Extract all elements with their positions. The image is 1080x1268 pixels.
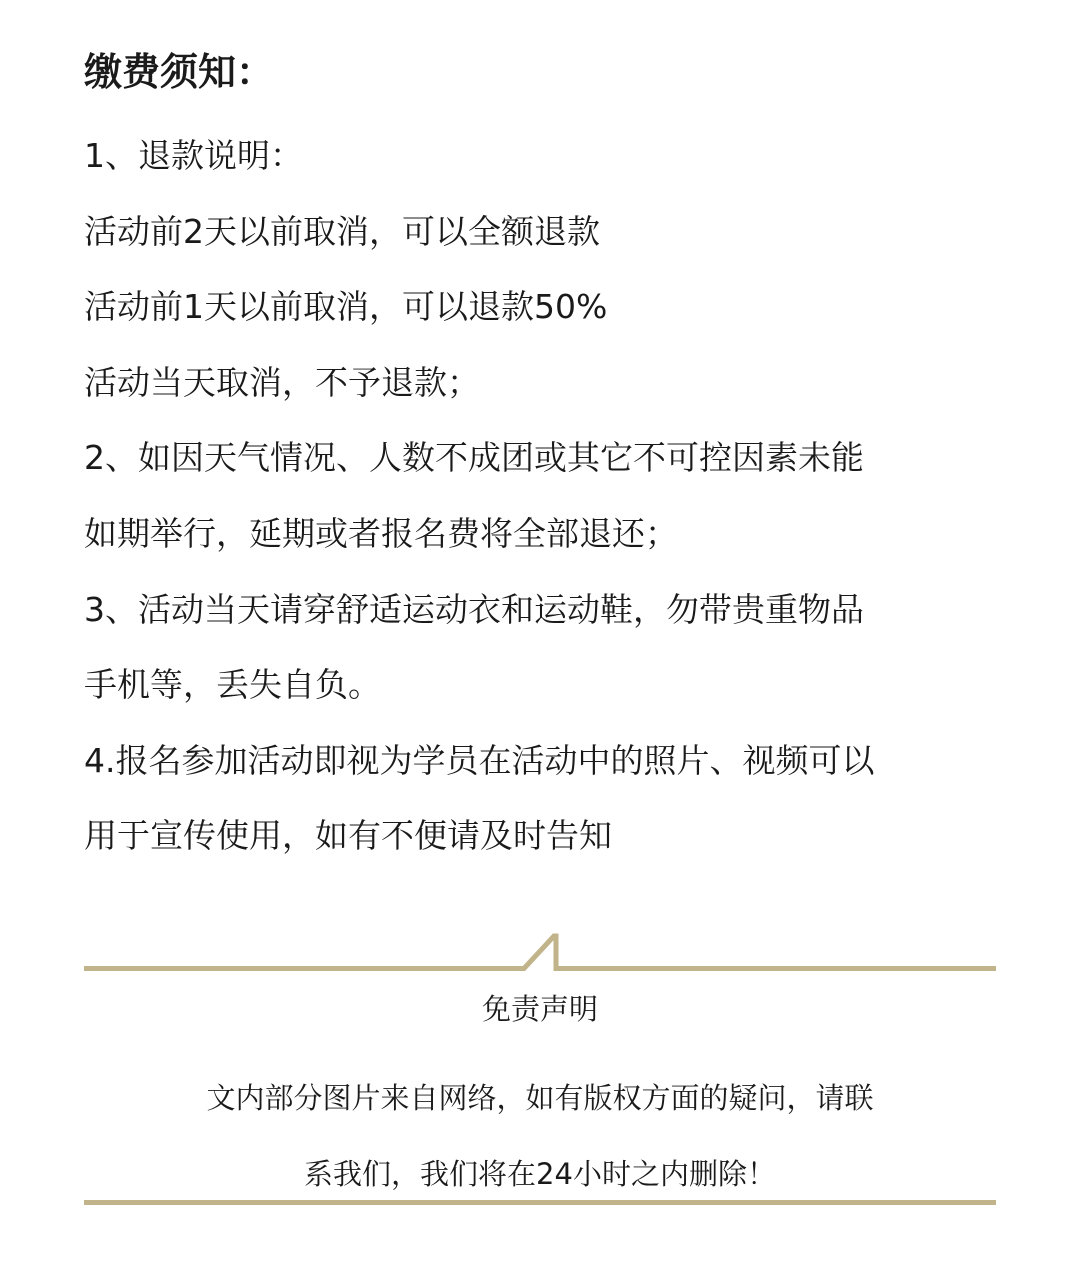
notice-line: 活动当天取消，不予退款； (84, 362, 480, 402)
notice-line: 2、如因天气情况、人数不成团或其它不可控因素未能 (84, 438, 864, 478)
notice-line: 1、退款说明： (84, 136, 303, 175)
notice-line: 如期举行，延期或者报名费将全部退还； (84, 513, 678, 553)
divider-with-notch (84, 928, 996, 978)
notice-line: 手机等，丢失自负。 (84, 665, 381, 705)
notice-line: 4.报名参加活动即视为学员在活动中的照片、视频可以 (84, 740, 875, 780)
disclaimer-line: 系我们，我们将在24小时之内删除！ (304, 1157, 776, 1191)
notice-line: 活动前2天以前取消，可以全额退款 (84, 211, 600, 251)
notice-title: 缴费须知： (84, 50, 275, 94)
disclaimer-line: 文内部分图片来自网络，如有版权方面的疑问，请联 (206, 1081, 874, 1115)
disclaimer-body (0, 1060, 1080, 1212)
divider-bottom (84, 1200, 996, 1205)
disclaimer-title: 免责声明 (481, 992, 598, 1026)
notice-line: 用于宣传使用，如有不便请及时告知 (84, 816, 612, 856)
notice-line: 活动前1天以前取消，可以退款50% (84, 287, 608, 327)
notice-body (84, 118, 1004, 874)
notice-line: 3、活动当天请穿舒适运动衣和运动鞋，勿带贵重物品 (84, 589, 864, 629)
